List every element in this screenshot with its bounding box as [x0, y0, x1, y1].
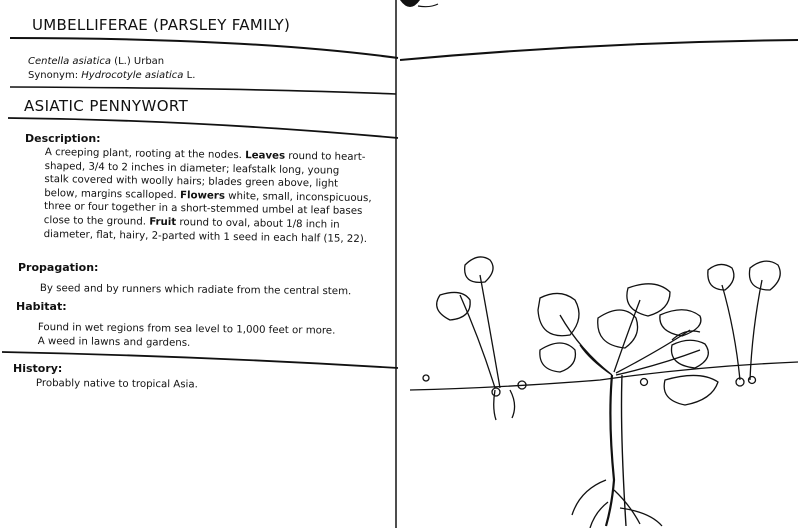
- history-line-1: Probably native to tropical Asia.: [35, 377, 198, 391]
- left-leaf-high: [465, 257, 493, 282]
- center-leaf-2: [540, 343, 576, 372]
- book-spine: [395, 0, 397, 528]
- description-line-1-end: round to heart-: [288, 150, 366, 164]
- center-leaf-4: [627, 284, 670, 316]
- description-line-2: shaped, 3/4 to 2 inches in diameter; leafstalk long, young: [44, 160, 340, 177]
- synonym-name: Hydrocotyle asiatica: [81, 70, 184, 81]
- authority: (L.) Urban: [114, 56, 165, 67]
- spine-top-mark: [380, 0, 440, 20]
- history-heading: History:: [13, 362, 63, 375]
- center-leaf-7: [664, 375, 718, 405]
- description-text: [44, 146, 385, 246]
- right-page-rule: [398, 30, 800, 70]
- scientific-name: Centella asiatica: [28, 56, 111, 67]
- fruit-cluster-left: [492, 388, 500, 396]
- habitat-heading: Habitat:: [16, 300, 67, 313]
- family-title: UMBELLIFERAE (PARSLEY FAMILY): [32, 16, 291, 34]
- propagation-text: [40, 282, 351, 299]
- center-leaf-1: [538, 293, 579, 335]
- description-line-5: three or four together in a short-stemmed umbel at leaf bases: [43, 201, 363, 218]
- asiatic-pennywort-illustration: [400, 240, 800, 528]
- description-line-4-end: white, small, inconspicuous,: [228, 190, 372, 204]
- left-leafstalks: [460, 275, 500, 388]
- node-roots: [494, 390, 515, 420]
- synonym-label: Synonym:: [28, 70, 79, 81]
- description-term-leaves: Leaves: [245, 150, 286, 162]
- description-line-6: close to the ground.: [43, 214, 147, 228]
- right-leaf-2: [749, 261, 780, 290]
- synonym-authority: L.: [186, 70, 196, 81]
- center-leaf-5: [660, 310, 701, 336]
- right-leaf-1: [708, 264, 734, 290]
- history-text: [36, 377, 198, 392]
- runner-tip: [423, 375, 429, 381]
- propagation-line-1: By seed and by runners which radiate from the central stem.: [39, 282, 352, 298]
- habitat-line-1: Found in wet regions from sea level to 1,000 feet or more.: [37, 321, 336, 337]
- habitat-line-2: A weed in lawns and gardens.: [37, 335, 191, 349]
- scientific-names: [28, 55, 195, 83]
- description-line-1: A creeping plant, rooting at the nodes.: [44, 146, 243, 162]
- common-name: ASIATIC PENNYWORT: [24, 97, 189, 115]
- description-line-6-end: round to oval, about 1/8 inch in: [179, 217, 340, 231]
- description-term-fruit: Fruit: [149, 216, 177, 229]
- description-line-3: stalk covered with woolly hairs; blades green above, light: [44, 174, 339, 190]
- propagation-heading: Propagation:: [18, 261, 99, 274]
- center-leaf-3: [598, 310, 638, 348]
- description-term-flowers: Flowers: [179, 189, 226, 202]
- roots: [572, 480, 662, 528]
- description-line-4: below, margins scalloped.: [44, 187, 177, 201]
- description-heading: Description:: [25, 132, 101, 145]
- description-line-7: diameter, flat, hairy, 2-parted with 1 seed in each half (15, 22).: [43, 228, 368, 245]
